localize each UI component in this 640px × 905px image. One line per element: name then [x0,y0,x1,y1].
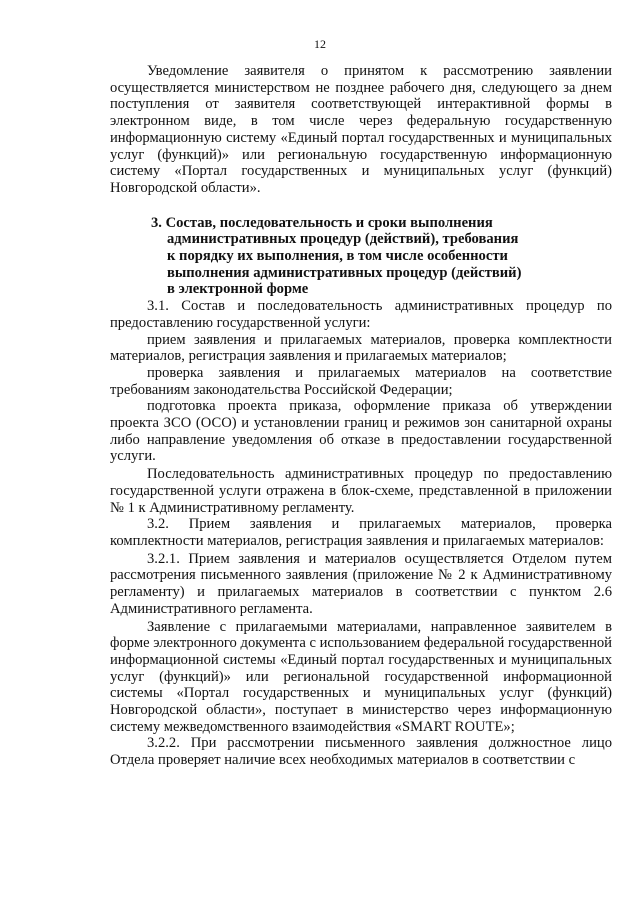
section-heading-line: выполнения административных процедур (действий) [167,264,522,281]
clause-3-2-1: 3.2.1. Прием заявления и материалов осуществляется Отделом путем рассмотрения письменного заявления (приложение № 2 к Административному регламенту) и прилагаемых материалов в соответствии с пунктом 2.6 Административного регламента. [110,550,612,617]
electronic-submission-paragraph: Заявление с прилагаемыми материалами, направленное заявителем в форме электронного документа с использованием федеральной государственной информационной системы «Единый портал государственных и муниципальных услуг (функций)» или региональной государственной информационной системы «Портал государственных и муниципальных услуг (функций) Новгородской области», поступает в министерство через информационную систему межведомственного взаимодействия «SMART ROUTE»; [110,618,612,735]
sequence-paragraph: Последовательность административных процедур по предоставлению государственной услуги отражена в блок-схеме, представленной в приложении № 1 к Административному регламенту. [110,466,612,516]
procedure-item-order: подготовка проекта приказа, оформление приказа об утверждении проекта ЗСО (ОСО) и установлении границ и режимов зон санитарной охраны либо направление уведомления об отказе в предоставлении государственной услуги. [110,398,612,465]
section-heading-line: 3. Состав, последовательность и сроки выполнения [151,214,493,231]
procedure-item-verification: проверка заявления и прилагаемых материалов на соответствие требованиям законодательства Российской Федерации; [110,364,612,398]
notification-paragraph: Уведомление заявителя о принятом к рассмотрению заявлении осуществляется министерством не позднее рабочего дня, следующего за днем поступления от заявителя соответствующей интерактивной формы в электронном виде, в том числе через федеральную государственную информационную систему «Единый портал государственных и муниципальных услуг (функций)» или региональную государственную информационную систему «Портал государственных и муниципальных услуг (функций) Новгородской области». [110,63,612,196]
section-heading [110,215,612,299]
section-heading-line: административных процедур (действий), требования [167,231,519,248]
section-heading-line: к порядку их выполнения, в том числе особенности [167,248,508,265]
document-body [110,63,612,769]
clause-3-1: 3.1. Состав и последовательность административных процедур по предоставлению государственной услуги: [110,298,612,331]
section-heading-line: в электронной форме [167,281,309,298]
page-number: 12 [314,37,326,51]
clause-3-2-2: 3.2.2. При рассмотрении письменного заявления должностное лицо Отдела проверяет наличие всех необходимых материалов в соответствии с [110,735,612,769]
procedure-item-reception: прием заявления и прилагаемых материалов, проверка комплектности материалов, регистрация заявления и прилагаемых материалов; [110,331,612,365]
clause-3-2: 3.2. Прием заявления и прилагаемых материалов, проверка комплектности материалов, регистрация заявления и прилагаемых материалов: [110,516,612,549]
